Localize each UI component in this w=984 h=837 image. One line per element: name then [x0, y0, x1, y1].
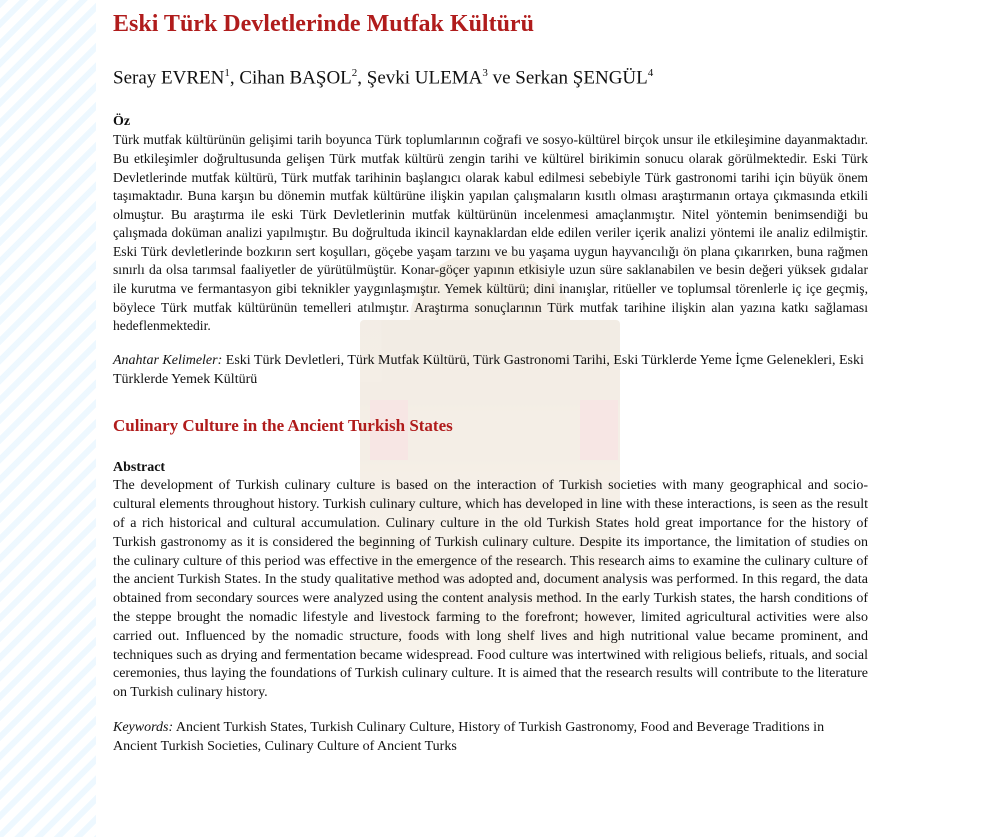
turkish-keywords	[113, 352, 868, 390]
english-keywords	[113, 719, 868, 757]
author-name: Seray EVREN	[113, 67, 225, 89]
paper-page	[113, 6, 868, 757]
author-name: Şevki ULEMA	[366, 67, 483, 89]
author-list	[113, 60, 868, 91]
turkish-keywords-label: Anahtar Kelimeler:	[113, 352, 223, 368]
english-abstract-heading: Abstract	[113, 460, 166, 476]
author-affiliation: 1	[224, 67, 230, 79]
author-name: Serkan ŞENGÜL	[515, 67, 648, 89]
turkish-keywords-list: Eski Türk Devletleri, Türk Mutfak Kültürü, Türk Gastronomi Tarihi, Eski Türklerde Yeme İçme Gelenekleri, Eski Türklerde Yemek Kültürü	[113, 352, 864, 387]
author-separator: ve	[487, 67, 516, 89]
author-affiliation: 2	[351, 67, 358, 79]
english-title: Culinary Culture in the Ancient Turkish States	[113, 416, 453, 436]
author-separator: ,	[229, 67, 240, 89]
turkish-title: Eski Türk Devletlerinde Mutfak Kültürü	[113, 11, 534, 37]
english-keywords-label: Keywords:	[113, 720, 174, 736]
author-separator: ,	[357, 67, 367, 89]
turkish-abstract-heading: Öz	[113, 114, 131, 130]
author-affiliation: 4	[647, 67, 654, 79]
english-keywords-list: Ancient Turkish States, Turkish Culinary Culture, History of Turkish Gastronomy, Food and Beverage Traditions in Ancient Turkish Societies, Culinary Culture of Ancient Turks	[113, 720, 825, 754]
author-name: Cihan BAŞOL	[239, 67, 352, 89]
author-affiliation: 3	[482, 67, 488, 79]
english-abstract-text: The development of Turkish culinary culture is based on the interaction of Turkish societies with many geographical and socio-cultural elements throughout history. Turkish culinary culture, which has developed in line with these interactions, is seen as the result of a rich historical and cultural accumulation. Culinary culture in the old Turkish States hold great importance for the history of Turkish gastronomy as it is considered the beginning of Turkish culinary culture. Despite its importance, the limitation of studies on the culinary culture of this period was effective in the emergence of the research. This research aims to examine the culinary culture of the ancient Turkish States. In the study qualitative method was adopted and, document analysis was performed. In this regard, the data obtained from secondary sources were analyzed using the content analysis method. In the early Turkish states, the harsh conditions of the steppe brought the nomadic lifestyle and livestock farming to the forefront; however, limited agricultural activities were also carried out. Influenced by the nomadic structure, foods with long shelf lives and high nutritional value became prominent, and techniques such as drying and fermentation became widespread. Food culture was intertwined with religious beliefs, rituals, and social ceremonies, thus laying the foundations of Turkish culinary culture. It is aimed that the research results will contribute to the literature on Turkish culinary history.	[113, 478, 868, 701]
turkish-abstract-text: Türk mutfak kültürünün gelişimi tarih boyunca Türk toplumlarının coğrafi ve sosyo-kültürel birçok unsur ile etkileşimine dayanmaktadır. Bu etkileşimler doğrultusunda gelişen Türk mutfak kültürü zengin tarihi ve kültürel birikimin sonucu olarak görülmektedir. Eski Türk Devletlerinde mutfak kültürü, Türk mutfak tarihinin başlangıcı olarak kabul edilmesi sebebiyle Türk gastronomi tarihi için büyük önem taşımaktadır. Buna karşın bu dönemin mutfak kültürüne ilişkin yapılan çalışmaların kısıtlı olması araştırmanın ortaya çıkmasında etkili olmuştur. Bu araştırma ile eski Türk Devletlerinin mutfak kültürünün incelenmesi amaçlanmıştır. Nitel yöntemin benimsendiği bu çalışmada doküman analizi yapılmıştır. Bu doğrultuda ikincil kaynaklardan elde edilen veriler içerik analizi yöntemi ile analiz edilmiştir. Eski Türk devletlerinde bozkırın sert koşulları, göçebe yaşam tarzını ve bu yaşama uygun hayvancılığı ön plana çıkarırken, buna rağmen sınırlı da olsa tarımsal faaliyetler de yürütülmüştür. Konar-göçer yapının etkisiyle uzun süre saklanabilen ve besin değeri yüksek gıdalar ile kurutma ve fermantasyon gibi teknikler yaygınlaşmıştır. Yemek kültürü; dini inanışlar, ritüeller ve toplumsal törenlerle iç içe geçmiş, böylece Türk mutfak kültürünün temelleri atılmıştır. Araştırma sonuçlarının Türk mutfak tarihine ilişkin alan yazına katkı sağlaması hedeflenmektedir.	[113, 132, 868, 334]
decorative-side-stripe	[0, 0, 96, 837]
